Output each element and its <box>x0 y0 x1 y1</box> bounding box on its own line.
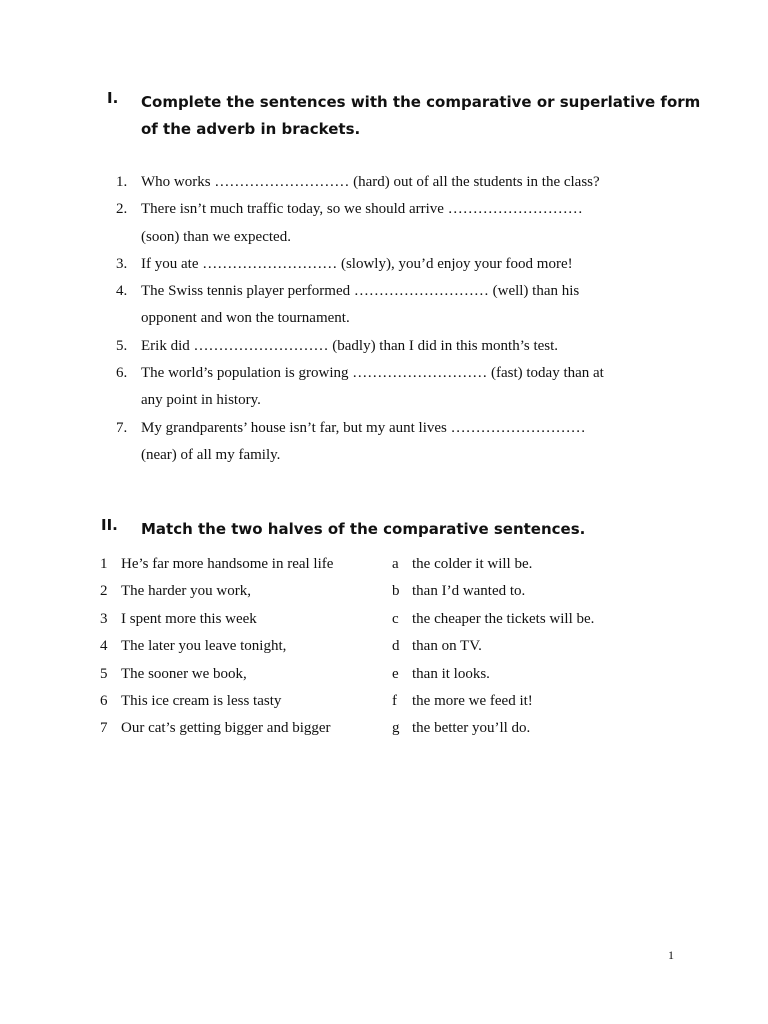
section-2-instruction: Match the two halves of the comparative sentences. <box>141 520 586 538</box>
exercise-text-line-2: any point in history. <box>141 392 261 409</box>
right-item-letter: g <box>392 720 400 737</box>
left-item-number: 2 <box>100 583 108 600</box>
exercise-item <box>110 278 670 333</box>
exercise-item <box>110 251 670 278</box>
right-sentence-half: than I’d wanted to. <box>412 583 526 600</box>
left-sentence-half: The harder you work, <box>121 583 251 600</box>
matching-row <box>100 606 680 633</box>
matching-row <box>100 633 680 660</box>
right-item-letter: e <box>392 665 399 682</box>
right-sentence-half: than on TV. <box>412 638 482 655</box>
exercise-text-line-1: The world’s population is growing ……………………… (fast) today than at <box>141 365 604 382</box>
exercise-text-line-1: The Swiss tennis player performed ……………………… (well) than his <box>141 283 580 300</box>
right-sentence-half: the better you’ll do. <box>412 720 531 737</box>
right-item-letter: c <box>392 610 399 627</box>
left-sentence-half: I spent more this week <box>121 610 257 627</box>
exercise-item <box>110 196 670 251</box>
exercise-text-line-2: (near) of all my family. <box>141 446 281 463</box>
exercise-text-line-1: If you ate ……………………… (slowly), you’d enjoy your food more! <box>141 255 573 272</box>
left-item-number: 1 <box>100 556 108 572</box>
exercise-item <box>110 333 670 360</box>
exercise-number: 7. <box>116 419 128 436</box>
exercise-text-line-1: My grandparents’ house isn’t far, but my aunt lives ……………………… <box>141 419 586 436</box>
right-sentence-half: the more we feed it! <box>412 692 533 709</box>
exercise-text-line-1: There isn’t much traffic today, so we should arrive ……………………… <box>141 201 583 218</box>
right-sentence-half: the colder it will be. <box>412 556 533 572</box>
exercise-number: 5. <box>116 337 128 354</box>
exercise-text-line-2: (soon) than we expected. <box>141 228 291 245</box>
matching-table <box>100 551 680 743</box>
right-item-letter: b <box>392 583 400 600</box>
matching-row <box>100 661 680 688</box>
left-sentence-half: He’s far more handsome in real life <box>121 556 334 572</box>
section-1-instruction-line-2: of the adverb in brackets. <box>141 120 361 138</box>
exercise-number: 4. <box>116 283 128 300</box>
left-item-number: 4 <box>100 638 108 655</box>
left-item-number: 3 <box>100 610 108 627</box>
section-1-instruction-line-1: Complete the sentences with the comparative or superlative form <box>141 93 701 111</box>
page-number: 1 <box>668 948 674 962</box>
left-sentence-half: Our cat’s getting bigger and bigger <box>121 720 331 737</box>
matching-row <box>100 715 680 742</box>
exercise-item <box>110 169 670 196</box>
section-2-number: II. <box>101 516 118 534</box>
right-item-letter: f <box>392 692 397 709</box>
exercise-list <box>110 169 670 469</box>
left-sentence-half: This ice cream is less tasty <box>121 692 282 709</box>
matching-row <box>100 551 680 578</box>
exercise-number: 6. <box>116 365 128 382</box>
exercise-text-line-1: Erik did ……………………… (badly) than I did in this month’s test. <box>141 337 559 354</box>
right-item-letter: d <box>392 638 400 655</box>
section-2-heading <box>101 516 701 546</box>
exercise-item <box>110 415 670 470</box>
left-sentence-half: The later you leave tonight, <box>121 638 287 655</box>
exercise-text-line-1: Who works ……………………… (hard) out of all the students in the class? <box>141 174 600 190</box>
right-sentence-half: than it looks. <box>412 665 490 682</box>
exercise-number: 2. <box>116 201 128 218</box>
exercise-number: 1. <box>116 174 128 190</box>
matching-row <box>100 578 680 605</box>
section-1-heading <box>107 89 707 149</box>
left-item-number: 7 <box>100 720 108 737</box>
exercise-number: 3. <box>116 255 128 272</box>
left-item-number: 5 <box>100 665 108 682</box>
exercise-item <box>110 360 670 415</box>
section-1-instruction <box>141 89 700 143</box>
left-sentence-half: The sooner we book, <box>121 665 247 682</box>
right-sentence-half: the cheaper the tickets will be. <box>412 610 595 627</box>
exercise-text-line-2: opponent and won the tournament. <box>141 310 350 327</box>
section-1-number: I. <box>107 89 119 107</box>
matching-row <box>100 688 680 715</box>
left-item-number: 6 <box>100 692 108 709</box>
right-item-letter: a <box>392 556 399 572</box>
